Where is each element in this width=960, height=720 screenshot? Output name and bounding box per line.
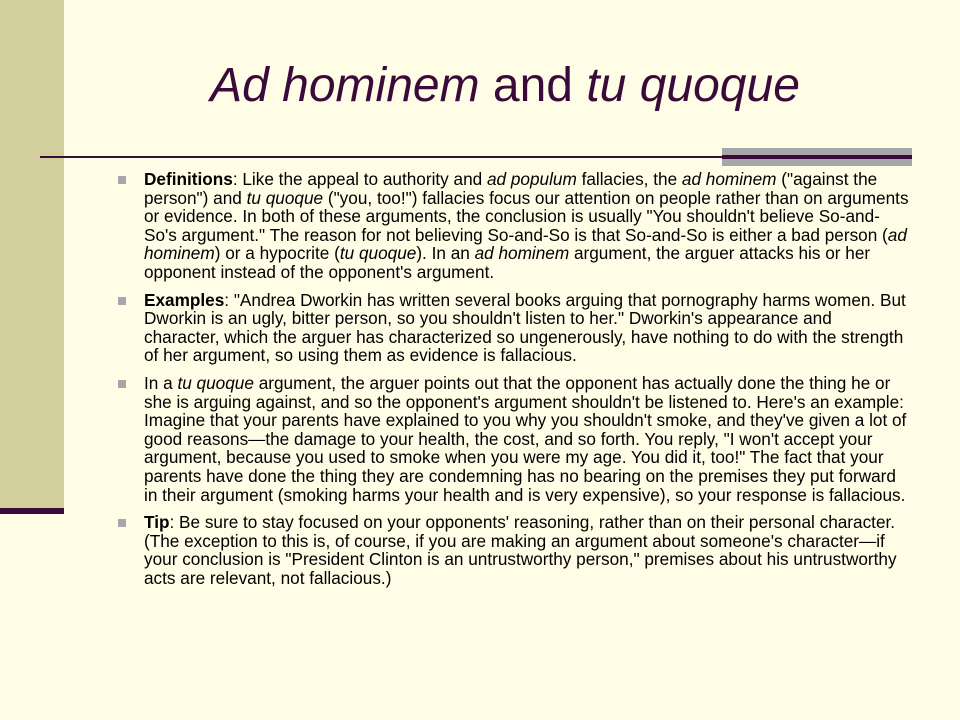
bullet-text: ). In an — [416, 243, 475, 264]
bullet-marker — [118, 519, 126, 527]
bullet-text: ("you, too!") fallacies focus our attention on people rather than on arguments or evidence. In both of these arguments, the conclusion is usually "You shouldn't believe So-and-So's argument." The reason for not believing So-and-So is that So-and-So is either a bad person ( — [144, 187, 909, 245]
bullet-tip — [110, 513, 910, 587]
bullet-italic: ad populum — [486, 169, 577, 189]
bullet-marker — [118, 176, 126, 184]
bullet-text: : Be sure to stay focused on your opponents' reasoning, rather than on their personal character. (The exception to this is, of course, if you are making an argument about someone's character—if your conclusion is "President Clinton is an untrustworthy person," premises about his untrustworthy acts are relevant, not fallacious.) — [144, 512, 897, 588]
title-plain: and — [479, 59, 587, 112]
bullet-text: : Like the appeal to authority and — [232, 169, 487, 189]
bullet-lead: Tip — [144, 512, 170, 533]
bullet-italic: tu quoque — [177, 372, 254, 393]
title-italic-1: Ad hominem — [210, 59, 480, 112]
bullet-text: ) or a hypocrite ( — [214, 243, 340, 264]
bullet-list — [110, 170, 910, 596]
bullet-italic: ad hominem — [474, 243, 570, 264]
bullet-italic: ad hominem — [681, 169, 777, 189]
bullet-text: ("against the person") and — [144, 169, 878, 208]
bullet-definitions — [110, 170, 910, 282]
left-accent-line — [0, 508, 64, 514]
bullet-marker — [118, 380, 126, 388]
bullet-lead: Definitions — [144, 169, 233, 189]
bullet-text: argument, the arguer points out that the opponent has actually done the thing he or she is arguing against, and so the opponent's argument shouldn't be listened to. Here's an example: Imagine that your parents have explained to you why you shouldn't smoke, and they've given a lot of good reasons—the damage to your health, the cost, and so forth. You reply, "I won't accept your argument, because you used to smoke when you were my age. You did it, too!" The fact that your parents have done the thing they are condemning has no bearing on the premises they put forward in their argument (smoking harms your health and is very expensive), so your response is fallacious. — [144, 372, 907, 505]
divider-accent — [722, 148, 912, 166]
bullet-italic: ad hominem — [144, 224, 907, 264]
bullet-italic: tu quoque — [339, 243, 417, 264]
bullet-text: argument, the arguer attacks his or her opponent instead of the opponent's argument. — [144, 243, 871, 282]
bullet-tu-quoque — [110, 374, 910, 504]
bullet-lead: Examples — [144, 289, 225, 310]
slide-title — [0, 58, 960, 113]
bullet-marker — [118, 297, 126, 305]
bullet-italic: tu quoque — [246, 187, 324, 208]
title-italic-2: tu quoque — [586, 59, 800, 112]
bullet-text: : "Andrea Dworkin has written several books arguing that pornography harms women. But Dworkin is an ugly, bitter person, so you shouldn't listen to her." Dworkin's appearance and character, which the arguer has characterized so ungenerously, have nothing to do with the strength of her argument, so using them as evidence is fallacious. — [144, 289, 906, 366]
bullet-examples — [110, 291, 910, 365]
bullet-text: fallacies, the — [576, 169, 682, 189]
bullet-text: In a — [144, 372, 178, 393]
